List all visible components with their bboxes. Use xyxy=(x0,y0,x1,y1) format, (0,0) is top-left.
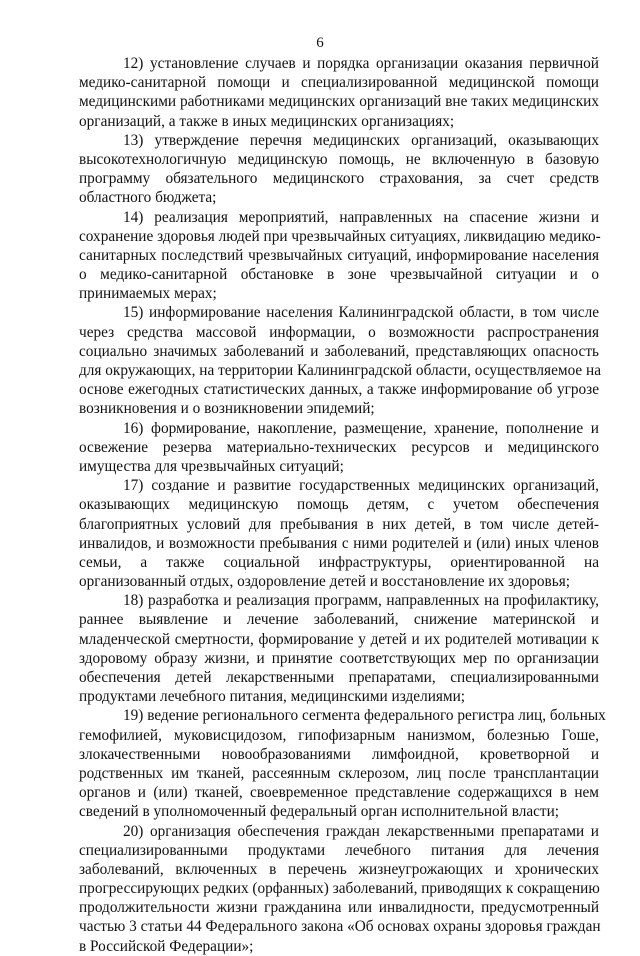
text-line: организаций, а также в иных медицинских организациях; xyxy=(79,112,455,130)
text-line: продуктами лечебного питания, медицинскими изделиями; xyxy=(79,688,466,706)
text-line: гемофилией, муковисцидозом, гипофизарным нанизмом, болезнью Гоше, xyxy=(79,726,599,744)
list-item xyxy=(79,131,599,208)
text-line: раннее выявление и лечение заболеваний, снижение материнской и xyxy=(79,611,599,629)
text-line: здоровому образу жизни, и принятие соответствующих мер по организации xyxy=(79,649,599,667)
text-line: основе ежегодных статистических данных, а также информирование об угрозе xyxy=(79,381,599,399)
text-line: имущества для чрезвычайных ситуаций; xyxy=(79,457,344,475)
text-line: сведений в уполномоченный федеральный орган исполнительной власти; xyxy=(79,803,560,821)
text-line: сохранение здоровья людей при чрезвычайных ситуациях, ликвидацию медико- xyxy=(79,227,601,245)
page-number: 6 xyxy=(316,35,324,51)
list-item xyxy=(79,208,599,304)
text-line: 16) формирование, накопление, размещение, хранение, пополнение и xyxy=(123,419,599,437)
list-item xyxy=(79,706,606,821)
text-line: для окружающих, на территории Калининградской области, осуществляемое на xyxy=(79,362,601,379)
text-line: родственных им тканей, рассеянным склерозом, лиц после трансплантации xyxy=(79,764,599,782)
text-line: социально значимых заболеваний и заболеваний, представляющих опасность xyxy=(79,342,599,360)
text-line: частью 3 статьи 44 Федерального закона «Об основах охраны здоровья граждан xyxy=(79,918,601,936)
text-line: 18) разработка и реализация программ, направленных на профилактику, xyxy=(123,592,599,610)
text-line: программу обязательного медицинского страхования, за счет средств xyxy=(79,170,599,188)
list-item xyxy=(79,591,599,706)
text-line: в Российской Федерации»; xyxy=(79,937,254,955)
list-item xyxy=(79,419,599,477)
text-line: организованный отдых, оздоровление детей и восстановление их здоровья; xyxy=(79,573,571,591)
text-line: медико-санитарной помощи и специализированной медицинской помощи xyxy=(79,74,599,92)
list-item xyxy=(79,54,599,131)
text-line: младенческой смертности, формирование у детей и их родителей мотивации к xyxy=(79,630,599,648)
text-line: благоприятных условий для пребывания в них детей, в том числе детей- xyxy=(79,515,599,533)
text-line: органов и (или) тканей, своевременное представление содержащихся в нем xyxy=(79,784,599,802)
text-line: принимаемых мерах; xyxy=(79,285,217,303)
text-line: инвалидов, и возможности пребывания с ними родителей и (или) иных членов xyxy=(79,534,599,552)
list-item xyxy=(79,476,599,591)
text-line: высокотехнологичную медицинскую помощь, не включенную в базовую xyxy=(79,150,599,168)
text-line: освежение резерва материально-технических ресурсов и медицинского xyxy=(79,438,599,456)
text-line: злокачественными новообразованиями лимфоидной, кроветворной и xyxy=(79,745,599,763)
text-line: о медико-санитарной обстановке в зоне чрезвычайной ситуации и о xyxy=(79,266,599,284)
text-line: 17) создание и развитие государственных медицинских организаций, xyxy=(123,477,599,495)
text-line: возникновения и о возникновении эпидемий; xyxy=(79,400,375,418)
text-line: прогрессирующих редких (орфанных) заболеваний, приводящих к сокращению xyxy=(79,880,600,898)
list-item xyxy=(79,822,599,956)
text-line: 20) организация обеспечения граждан лекарственными препаратами и xyxy=(123,822,599,840)
list-item xyxy=(79,303,599,418)
text-line: 13) утверждение перечня медицинских организаций, оказывающих xyxy=(123,131,599,149)
text-line: санитарных последствий чрезвычайных ситуаций, информирование населения xyxy=(79,246,599,264)
text-line: медицинскими работниками медицинских организаций вне таких медицинских xyxy=(79,93,599,111)
text-line: оказывающих медицинскую помощь детям, с учетом обеспечения xyxy=(79,496,599,514)
document-body xyxy=(79,54,606,956)
text-line: 12) установление случаев и порядка организации оказания первичной xyxy=(123,55,599,72)
text-line: 14) реализация мероприятий, направленных на спасение жизни и xyxy=(123,208,599,226)
text-line: продолжительности жизни гражданина или инвалидности, предусмотренный xyxy=(79,899,599,917)
text-line: 19) ведение регионального сегмента федерального регистра лиц, больных xyxy=(123,707,606,725)
text-line: 15) информирование населения Калининградской области, в том числе xyxy=(123,304,599,322)
text-line: через средства массовой информации, о возможности распространения xyxy=(79,323,599,341)
text-line: обеспечения детей лекарственными препаратами, специализированными xyxy=(79,669,599,686)
text-line: заболеваний, включенных в перечень жизнеугрожающих и хронических xyxy=(79,860,599,878)
text-line: областного бюджета; xyxy=(79,189,217,207)
text-line: семьи, а также социальной инфраструктуры, ориентированной на xyxy=(79,553,599,571)
text-line: специализированными продуктами лечебного питания для лечения xyxy=(79,841,599,859)
